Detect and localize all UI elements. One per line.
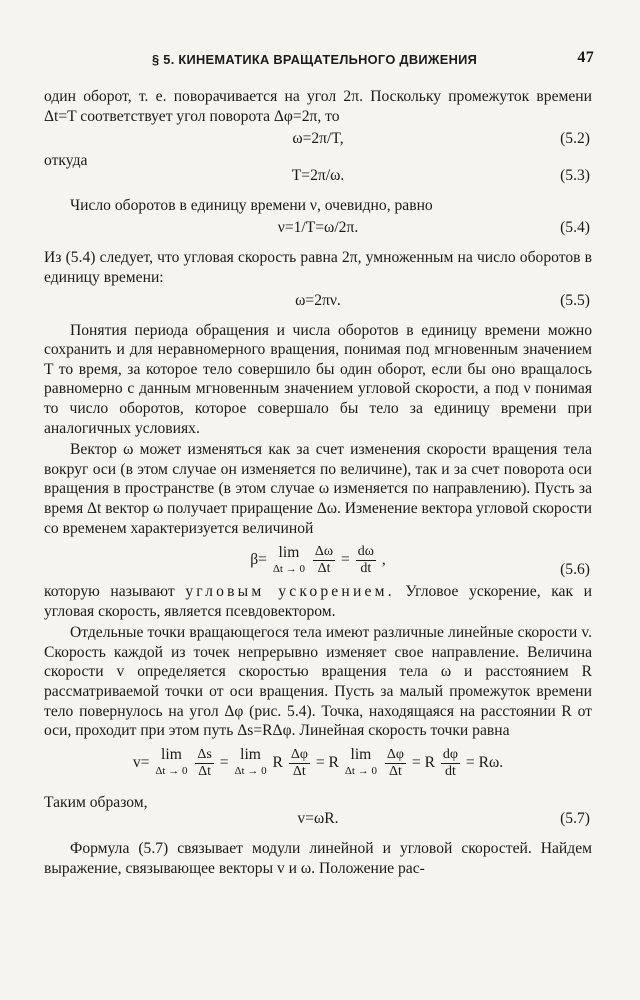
denominator: dt — [360, 561, 372, 577]
fraction — [289, 747, 310, 780]
numerator: Δω — [314, 544, 334, 560]
equation-number: (5.3) — [560, 166, 590, 184]
equation-linear-velocity — [44, 741, 592, 785]
formula-angular-acceleration — [250, 544, 386, 577]
denominator: Δt — [292, 763, 306, 779]
paragraph-6 — [44, 582, 592, 621]
limit-label: lim — [240, 746, 261, 764]
limit-operator — [155, 747, 187, 779]
numerator: Δs — [197, 746, 212, 762]
radius-symbol: R — [272, 753, 283, 771]
connector-otkuda: откуда — [44, 152, 88, 170]
equation-expression: ν=1/T=ω/2π. — [277, 219, 359, 237]
formula-result: = Rω. — [465, 753, 504, 771]
equals-sign: = — [219, 753, 229, 771]
denominator: Δt — [198, 763, 212, 779]
equation-number: (5.5) — [560, 291, 590, 309]
equals-sign: = — [341, 551, 350, 569]
limit-operator — [234, 747, 266, 779]
denominator: Δt — [317, 561, 331, 577]
limit-label: lim — [350, 746, 372, 764]
fraction — [195, 747, 213, 780]
fraction — [313, 544, 335, 577]
equation-number: (5.6) — [560, 561, 590, 579]
numerator: dφ — [442, 746, 458, 762]
equation-5-3 — [44, 163, 592, 188]
book-page — [44, 0, 592, 879]
paragraph-6-rest: Угловое ускорение, как и угловая скорость, является псевдовектором. — [44, 583, 593, 620]
formula-lhs: v= — [132, 753, 150, 771]
limit-label: lim — [278, 543, 300, 561]
paragraph-1: один оборот, т. е. поворачивается на угол 2π. Поскольку промежуток времени Δt=T соответствует угол поворота Δφ=2π, то — [44, 88, 592, 125]
equation-expression — [44, 538, 592, 582]
text-body — [44, 87, 592, 879]
fraction — [356, 544, 376, 577]
limit-operator — [345, 747, 377, 779]
paragraph-8: Формула (5.7) связывает модули линейной и угловой скоростей. Найдем выражение, связывающее векторы v и ω. Положение рас- — [44, 840, 592, 878]
paragraph-4: Понятия периода обращения и числа оборотов в единицу времени можно сохранить и для неравномерного вращения, понимая под мгновенным значением T то время, за которое тело совершило бы один оборот, если бы оно вращалось равномерно с данным мгновенным значением угловой скорости, а под ν понимая то число оборотов, которое совершало бы тело за единицу времени при аналогичных условиях. — [44, 321, 592, 437]
running-title: § 5. КИНЕМАТИКА ВРАЩАТЕЛЬНОГО ДВИЖЕНИЯ — [152, 52, 478, 67]
equation-number: (5.4) — [560, 219, 590, 237]
formula-tail: , — [381, 551, 386, 569]
equation-expression: ω=2πν. — [295, 291, 341, 309]
equation-number: (5.2) — [560, 130, 590, 148]
limit-subscript: Δt → 0 — [234, 765, 267, 778]
equals-radius: = R — [411, 753, 435, 771]
page-number: 47 — [577, 49, 594, 66]
limit-subscript: Δt → 0 — [344, 765, 377, 778]
fraction — [441, 747, 460, 780]
equation-5-7 — [44, 806, 592, 831]
paragraph-7: Отдельные точки вращающегося тела имеют различные линейные скорости v. Скорость каждой из точек непрерывно изменяет свое направление. Величина скорости v определяется скоростью вращения тела ω и расстоянием R рассматриваемой точки от оси вращения. Пусть за малый промежуток времени тело повернулось на угол Δφ (рис. 5.4). Точка, находящаяся на расстоянии R от оси, проходит при этом путь Δs=RΔφ. Линейная скорость точки равна — [44, 624, 592, 740]
equation-expression — [44, 741, 592, 785]
paragraph-2: Число оборотов в единицу времени ν, очевидно, равно — [70, 196, 433, 214]
limit-subscript: Δt → 0 — [155, 765, 188, 778]
numerator: dω — [357, 544, 374, 560]
connector-takim: Таким образом, — [44, 793, 148, 811]
denominator: Δt — [388, 763, 402, 779]
equation-expression: v=ωR. — [297, 810, 339, 828]
formula-linear-velocity — [133, 747, 503, 780]
page-header — [44, 47, 592, 69]
limit-subscript: Δt → 0 — [272, 562, 305, 575]
equation-5-2 — [44, 126, 592, 151]
equation-expression: T=2π/ω. — [291, 166, 345, 184]
equation-5-6 — [44, 538, 592, 582]
numerator: Δφ — [386, 746, 404, 762]
equation-5-4 — [44, 215, 592, 240]
limit-label: lim — [161, 746, 182, 764]
fraction — [385, 747, 406, 780]
formula-lhs: β= — [250, 551, 267, 569]
denominator: dt — [444, 763, 456, 779]
equation-expression: ω=2π/T, — [292, 130, 344, 148]
equals-radius: = R — [315, 753, 339, 771]
limit-operator — [273, 545, 305, 577]
equation-number: (5.7) — [560, 810, 590, 828]
numerator: Δφ — [290, 746, 308, 762]
equation-5-5 — [44, 288, 592, 313]
paragraph-5: Вектор ω может изменяться как за счет изменения скорости вращения тела вокруг оси (в этом случае он изменяется по величине), так и за счет поворота оси вращения в пространстве (в этом случае ω изменяется по направлению). Пусть за время Δt вектор ω получает приращение Δω. Изменение вектора угловой скорости со временем характеризуется величиной — [44, 441, 592, 537]
paragraph-6-lead: которую называют — [44, 583, 175, 601]
term-angular-acceleration: угловым ускорением. — [185, 583, 395, 601]
paragraph-3: Из (5.4) следует, что угловая скорость равна 2π, умноженным на число оборотов в единицу времени: — [44, 249, 592, 286]
